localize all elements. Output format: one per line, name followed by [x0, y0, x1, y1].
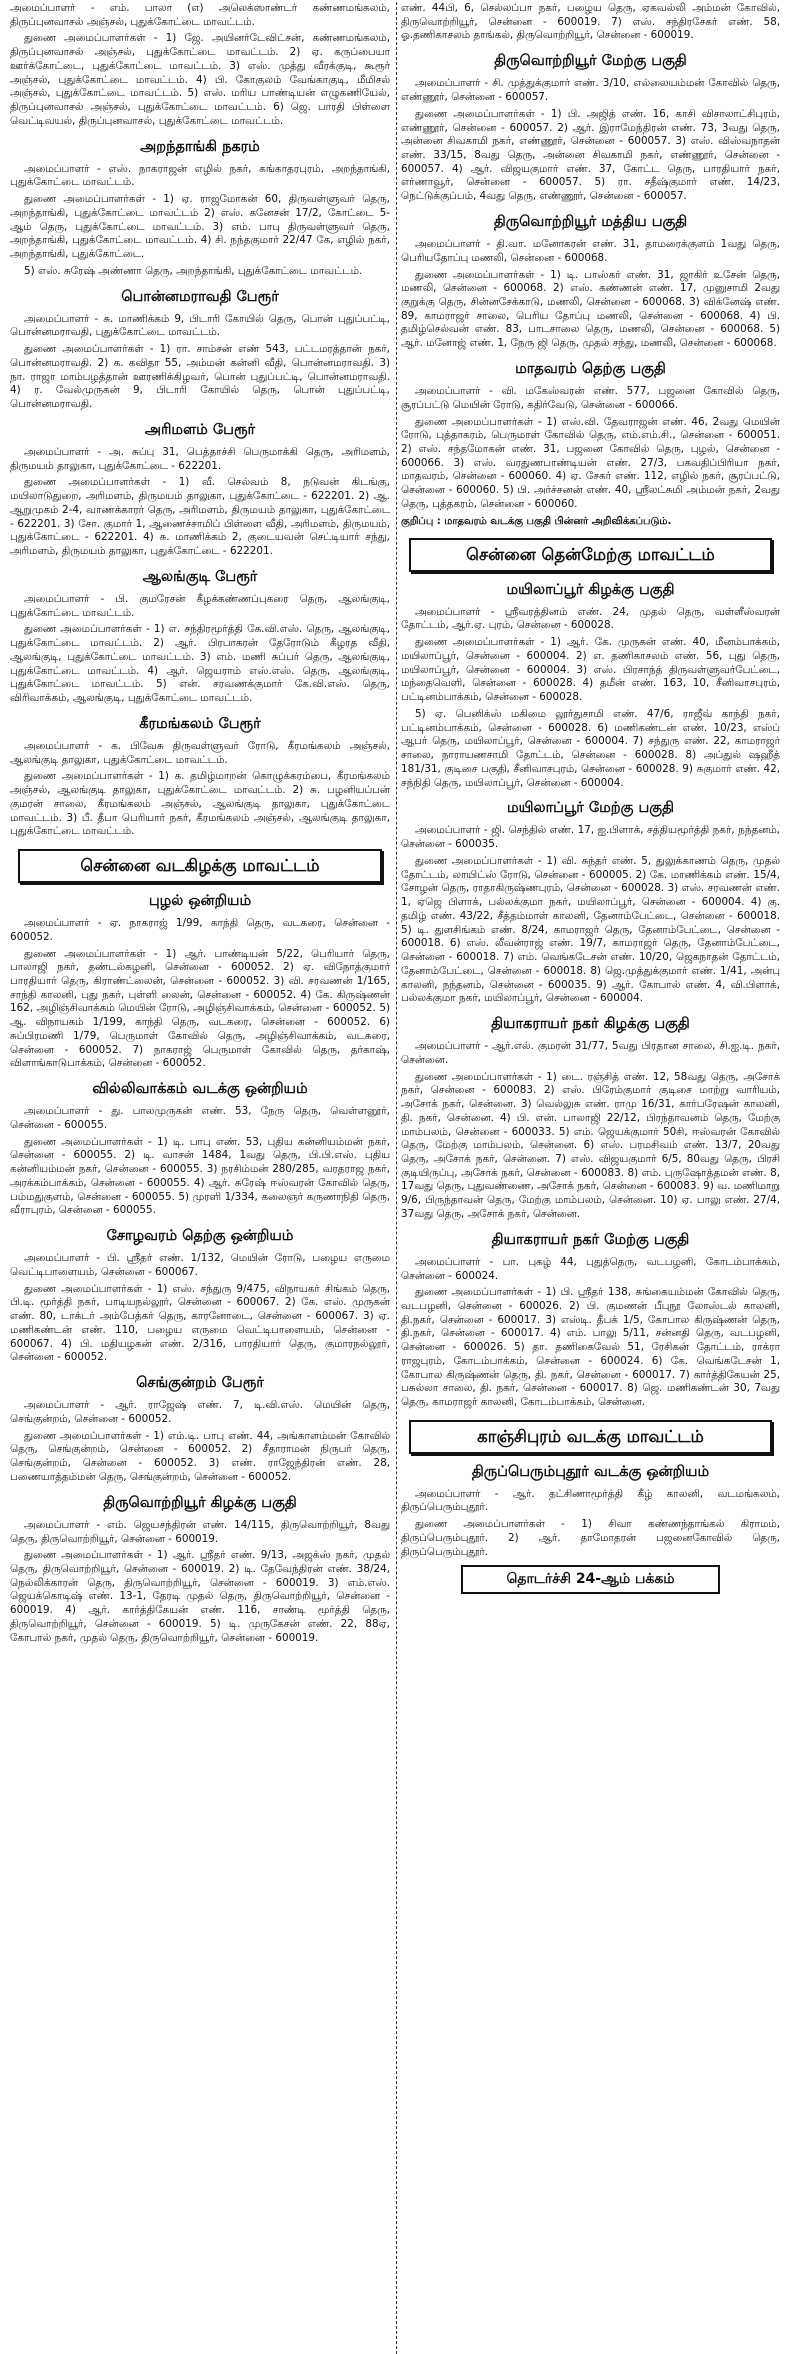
deputy-paragraph: துணை அமைப்பாளர்கள் - 1) டை. ரஞ்சித் எண். 12, 58வது தெரு, அசோக் நகர், சென்னை - 600083. 2) எஸ். பிரேம்குமார் குடிசை மாற்று வாரியம், அசோக் நகர், சென்னை. 3) வெல்லுசு எண். ராமு 16/31, கார்பரேஷன் காலனி, தி. நகர், சென்னை. 4) பி. என். பாலாஜி 22/12, பிரந்தாவனம் தெரு, மேற்கு மாம்பலம், சென்னை - 600033. 5) எம். ஜெயக்குமார் 50சி, ஈஸ்வரன் கோவில் தெரு, மேற்கு மாம்பலம், சென்னை. 6) எஸ். பரமசிவம் எண். 13/7, 20வது தெரு, அசோக் நகர், சென்னை. 7) எஸ். விஜயகுமார் 6/5, 80வது தெரு, பிரசி குடியிருப்பு, அசோக் நகர், சென்னை - 600083. 8) எம். புருஷோத்தமன் எண். 8, 17வது தெரு, புதுவண்ணை, அசோக் நகர், சென்னை - 600083. 9) வ. மணிமாறு 9/6, பிருந்தாவன் தெரு, மேற்கு மாம்பலம், சென்னை. 10) ஏ. பாலு எண். 27/4, 37வது தெரு, அசோக் நகர், சென்னை. — [401, 1070, 780, 1220]
section-title: திருப்பெரும்புதூர் வடக்கு ஒன்றியம் — [471, 1463, 710, 1480]
deputy-paragraph: துணை அமைப்பாளர்கள் - 1) பி. ஸ்ரீதர் 138, சுங்கையம்மன் கோவில் தெரு, வடபழனி, சென்னை - 600026. 2) பி. குமணன் பீபுநூ லோஸ்டல் காலனி, தி.நகர், சென்னை - 600017. 3) எஸ்டி. தீபக் 1/5, கோபால கிருஷ்ணன் தெரு, தி.நகர், சென்னை - 600017. 4) எம். பாலு 5/11, சன்னதி தெரு, வடபழனி, சென்னை - 600026. 5) தா. தணிகைவேல் 51, ரேசிகன் தோட்டம், ராக்ரா ராஜபுரம், கோடம்பாக்கம், சென்னை - 600024. 6) கே. வெங்கடேசன் 1, கோபால கிருஷ்ணன் தெரு, தி. நகர், சென்னை - 600017. 7) கார்த்திகேயன் 25, பசுல்லா சாலை, தி. நகர், சென்னை - 600017. 8) ஜெ. மணிகண்டன் 30, 7வது தெரு, காமராஜர் காலனி, கோடம்பாக்கம், சென்னை. — [401, 1286, 780, 1409]
section-title: தியாகராயர் நகர் கிழக்கு பகுதி — [491, 1015, 690, 1032]
deputy-paragraph: துணை அமைப்பாளர்கள் - 1) எ. சந்திரமூர்த்தி கே.வி.எஸ். தெரு, ஆலங்குடி, புதுக்கோட்டை மாவட்டம். 2) ஆர். பிரபாகரன் தேரோடும் கீழரத வீதி, ஆலங்குடி, புதுக்கோட்டை மாவட்டம். 3) எம். மணி சுப்பர் தெரு, ஆலங்குடி, புதுக்கோட்டை மாவட்டம். 4) ஆர். ஜெயராம் எஸ்.எஸ். தெரு, ஆலங்குடி, புதுக்கோட்டை மாவட்டம். 5) என். சரவணக்குமார் கே.வி.எஸ். தெரு, விரிவாக்கம், ஆலங்குடி, புதுக்கோட்டை மாவட்டம். — [10, 623, 390, 705]
section-title: மயிலாப்பூர் கிழக்கு பகுதி — [506, 581, 675, 598]
organizer-paragraph: அமைப்பாளர் - ஆர். ராஜேஷ் எண். 7, டி.வி.எஸ். மெயின் தெரு, செங்குன்றம், சென்னை - 600052. — [10, 1399, 390, 1425]
deputy-paragraph: துணை அமைப்பாளர்கள் - 1) பி. அஜித் எண். 16, காசி விசாலாட்சிபுரம், எண்ணூர், சென்னை - 600057. 2) ஆர். இராமேந்திரன் எண். 73, 3வது தெரு, அன்னை சிவகாமி நகர், எண்ணூர், சென்னை - 600057. 3) எஸ். விஸ்வநாதன் எண். 33/15, 8வது தெரு, அன்னை சிவகாமி நகர், எண்ணூர், சென்னை - 600057. 4) ஆர். விஜயகுமார் எண். 37, கோட்ட தெரு, பாரதியார் நகர், எர்ணாவூர், சென்னை - 600057. 5) ரா. சதீஷ்குமார் எண். 14/23, நெட்டுக்குப்பம், 4வது தெரு, எண்ணூர், சென்னை - 600057. — [401, 107, 780, 203]
deputy-paragraph: துணை அமைப்பாளர்கள் - 1) ஏ. ராஜமோகன் 60, திருவள்ளுவர் தெரு, அறந்தாங்கி, புதுக்கோட்டை மாவட்டம் 2) எஸ். கனேசன் 17/2, கோட்டை 5-ஆம் தெரு, புதுக்கோட்டை மாவட்டம். 3) எம். பாபு திருவள்ளுவர் தெரு, அறந்தாங்கி, புதுக்கோட்டை மாவட்டம். 4) சி. நந்தகுமார் 22/47 கே, எழில் நகர், அறந்தாங்கி, புதுக்கோட்டை. — [10, 193, 390, 261]
deputy-paragraph: துணை அமைப்பாளர்கள் - 1) வி. சுந்தர் எண். 5, துலுக்காணம் தெரு, முதல் தோட்டம், லாயிட்ஸ் ரோடு, சென்னை - 600005. 2) கே. மாணிக்கம் எண். 15/4, சோழன் தெரு, ராதாகிருஷ்ணபுரம், சென்னை - 600028. 3) எஸ். சரவணன் எண். 1, ஏஜெ பிளாக், பல்லக்குமா நகர், மயிலாப்பூர், சென்னை - 600004. 4) கு. தமிழ் எண். 43/22, சீத்தம்மாள் காலனி, தேனாம்பேட்டை, சென்னை - 600018. 5) டி. துளசிங்கம் எண். 8/24, காமராஜர் தெரு, தேனாம்பேட்டை, சென்னை - 600018. 6) எஸ். லீவன்ராஜ் எண். 19/7, காமராஜர் தெரு, தேனாம்பேட்டை, சென்னை - 600018. 7) எம். வெங்கடேசன் எண். 10/20, ஜெகநாதன் தோட்டம், தேனாம்பேட்டை, சென்னை - 600018. 8) ஜெ.முத்துக்குமார் எண். 1/41, அன்பு காலனி, நந்தனம், சென்னை - 600035. 9) ஆர். கோபால் எண். 4, வி.பிளாக், பல்லக்குமா நகர், மயிலாப்பூர், சென்னை - 600004. — [401, 854, 780, 1005]
deputy-paragraph: துணை அமைப்பாளர்கள் - 1) வீ. செல்வம் 8, நடுவன் கிடங்கு, மயிலாடுதுறை, அரிமளம், திருமயம் தாலுகா, புதுக்கோட்டை - 622201. 2) ஆ. ஆறுமுகம் 2-4, வாணக்காரர் தெரு, அரிமளம், திருமயம் தாலுகா, புதுக்கோட்டை - 622201. 3) சோ. குமார் 1, ஆணைச்சாமிப் பிள்ளை வீதி, அரிமளம், திருமயம், புதுக்கோட்டை - 622201. 4) சு. மாணிக்கம் 2, குடையவன் செட்டியார் சந்து, அரிமளம், திருமயம் தாலுகா, புதுக்கோட்டை - 622201. — [10, 476, 390, 558]
section-title: ஆலங்குடி பேரூர் — [142, 568, 258, 585]
organizer-paragraph: அமைப்பாளர் - சு. மாணிக்கம் 9, பிடாரி கோயில் தெரு, பொன் புதுப்பட்டி, பொன்னமராவதி, புதுக்கோட்டை மாவட்டம். — [10, 312, 390, 339]
deputy-paragraph: துணை அமைப்பாளர்கள் - 1) ரா. சாம்சன் எண் 543, பட்டமரத்தான் நகர், பொன்னமராவதி. 2) க. கவிதா 55, அம்மன் கன்னி வீதி, பொன்னமராவதி. 3) நா. ராஜா மாம்பழத்தான் ஊரணிக்கிழவர், பொன் புதுப்பட்டி, பொன்னமராவதி. 4) ர. வேல்முருகன் 9, பிடாரி கோயில் தெரு, பொன் புதுப்பட்டி, பொன்னமராவதி. — [10, 343, 390, 411]
deputy-paragraph: துணை அமைப்பாளர்கள் - 1) எஸ். சந்துரு 9/475, விநாயகர் சிங்கம் தெரு, பி.டி. மூர்த்தி நகர், பாடியநல்லூர், சென்னை - 600067. 2) கே. எஸ். முருகன் எண். 80, டாக்டர் அம்பேத்கர் தெரு, காரனோடை, சென்னை - 600067. 3) ஏ. மணிகண்டன் எண். 110, பழைய எருமை வெட்டிபாளையம், சென்னை - 600067. 4) பி. மதியழகன் எண். 2/316, பாரதியார் தெரு, குமாரநல்லூர், சென்னை - 600052. — [10, 1282, 390, 1364]
deputy-paragraph: துணை அமைப்பாளர்கள் - 1) எஸ்.வி. தேவராஜன் எண். 46, 2வது மெயின் ரோடு, புத்தாகரம், பெருமாள் கோவில் தெரு, எம்.எம்.சி., சென்னை - 600051. 2) எஸ். சந்தமோகன் எண். 31, பஜனை கோவில் தெரு, புழல், சென்னை - 600066. 3) எஸ். வரதுணபாண்டியன் எண். 27/3, பகவதிப்பிரியா நகர், மாதவரம், சென்னை - 600060. 4) ஏ. சேகர் எண். 112, எழில் நகர், சூரப்பட்டு, சென்னை - 600060. 5) பி. அர்ச்சனன் எண். 40, ஸ்ரீலட்சுமி அம்மன் நகர், 2வது தெரு, புத்தகரம், சென்னை - 600060. — [401, 415, 781, 510]
district-heading: காஞ்சிபுரம் வடக்கு மாவட்டம் — [409, 1420, 772, 1454]
deputy-paragraph: துணை அமைப்பாளர்கள் - 1) டி. பாஸ்கர் எண். 31, ஜாகிர் உசேன் தெரு, மணலி, சென்னை - 600068. 2) எஸ். கண்ணன் எண். 17, முனுசாமி 2வது குறுக்கு தெரு, சின்னசேக்காடு, மணலி, சென்னை - 600068. 3) விக்னேஷ் எண். 89, காமராஜர் சாலை, பெரிய தோப்பு மணலி, சென்னை - 600068. 4) பி. தமிழ்செல்வன் எண். 83, பாடசாலை தெரு, மணலி, சென்னை - 600068. 5) ஆர். மனோஜ் எண். 1, நேரு ஜி தெரு, முதல் சந்து, மணலி, சென்னை - 600068. — [401, 268, 780, 350]
organizer-paragraph: அமைப்பாளர் - து. பாலமுருகன் எண். 53, நேரு தெரு, வெள்ளனூர், சென்னை - 600055. — [10, 1105, 390, 1131]
section-title: பொன்னமராவதி பேரூர் — [121, 288, 279, 305]
section-title: சோழவரம் தெற்கு ஒன்றியம் — [106, 1228, 294, 1245]
organizer-paragraph: அமைப்பாளர் - ஆர்.எல். குமரன் 31/77, 5வது பிரதான சாலை, சி.ஐ.டி. நகர், சென்னை. — [401, 1040, 780, 1066]
deputy-paragraph: 5) ஏ. பெனிக்ஸ் மகிமை லூர்துசாமி எண். 47/6, ராஜீவ் காந்தி நகர், பட்டினம்பாக்கம், சென்னை - 600028. 6) மணிகண்டன் எண். 10/23, எஸ்ப் ஆபர் தெரு, மயிலாப்பூர், சென்னை - 600004. 7) சந்துரு எண். 22, காமராஜர் சாலை, நாராயணசாமி தோட்டம், சென்னை - 600028. 8) அப்துல் ஷஹீத் 181/31, குடிசை பகுதி, சீனிவாசபுரம், சென்னை - 600028. 9) சுகுமார் எண். 42, சந்நிதி தெரு, மயிலாப்பூர், சென்னை - 600004. — [401, 707, 780, 789]
note-text: குறிப்பு : மாதவரம் வடக்கு பகுதி பின்னர் அறிவிக்கப்படும். — [401, 515, 672, 527]
deputy-paragraph: 5) எஸ். சுரேஷ் அண்ணா தெரு, அறந்தாங்கி, புதுக்கோட்டை மாவட்டம். — [24, 264, 363, 277]
section-title: அறந்தாங்கி நகரம் — [140, 138, 260, 155]
organizer-paragraph: அமைப்பாளர் - வி. மகேஸ்வரன் எண். 577, பஜனை கோவில் தெரு, சூரப்பட்டு மெயின் ரோடு, கதிர்வேடு, சென்னை - 600066. — [401, 385, 780, 411]
deputy-paragraph: துணை அமைப்பாளர்கள் - 1) டி. பாபு எண். 53, புதிய கன்னியம்மன் நகர், சென்னை - 600055. 2) டி. வாசன் 1484, 1வது தெரு, பி.பி.எஸ். புதிய கன்னியம்மன் நகர், சென்னை - 600055. 3) நரசிம்மன் 280/285, வரதராஜ நகர், அரக்கம்பாக்கம், சென்னை - 600055. 4) ஆர். சுரேஷ் ஈஸ்வரன் கோவில் தெரு, பம்மதுகுளம், சென்னை - 600055. 5) முரளி 1/334, கலைஞர் கருணாநிதி தெரு, வீராபுரம், சென்னை - 600055. — [10, 1135, 390, 1217]
section-title: வில்லிவாக்கம் வடக்கு ஒன்றியம் — [92, 1081, 308, 1098]
deputy-paragraph: துணை அமைப்பாளர்கள் - 1) சிவா கண்ணந்தாங்கல் கிராமம், திருப்பெரும்புதூர். 2) ஆர். தாமோதரன் பஜனைகோவில் தெரு, திருப்பெரும்புதூர். — [401, 1518, 780, 1558]
organizer-paragraph: அமைப்பாளர் - தி.வா. மனோகரன் எண். 31, தாமரைக்குளம் 1வது தெரு, பெரியதோப்பு மணலி, சென்னை - 600068. — [401, 238, 780, 264]
organizer-paragraph: அமைப்பாளர் - ஏ. நாகராஜ் 1/99, காந்தி தெரு, வடகரை, சென்னை - 600052. — [10, 917, 390, 943]
intro-paragraph: எண். 44பி, 6, செல்லப்பா நகர், பழைய தெரு, ஏகவல்லி அம்மன் கோவில், திருவொற்றியூர், சென்னை - 600019. 7) எஸ். சந்திரசேகர் எண். 58, ஓ.தணிகாசலம் தாங்கல், திருவொற்றியூர், சென்னை - 600019. — [401, 2, 780, 42]
organizer-paragraph: அமைப்பாளர் - எஸ். நாகராஜன் எழில் நகர், கங்காதரபுரம், அறந்தாங்கி, புதுக்கோட்டை மாவட்டம். — [10, 162, 390, 189]
district-heading: சென்னை வடகிழக்கு மாவட்டம் — [18, 849, 382, 883]
section-title: திருவொற்றியூர் மேற்கு பகுதி — [494, 53, 687, 70]
deputy-paragraph: துணை அமைப்பாளர்கள் - 1) ஆர். கே. முருகன் எண். 40, மீனம்பாக்கம், மயிலாப்பூர், சென்னை - 600004. 2) எ. தணிகாசலம் எண். 56, புது தெரு, மயிலாப்பூர், சென்னை - 600004. 3) எஸ். பிரசாந்த் திருவள்ளுவர்பேட்டை, மந்தைவெளி, சென்னை - 600028. 4) தமீன் எண். 163, 10, சீனிவாசபுரம், பட்டினம்பாக்கம், சென்னை - 600028. — [401, 636, 780, 704]
organizer-paragraph: அமைப்பாளர் - சி. முத்துக்குமார் எண். 3/10, எல்லையம்மன் கோவில் தெரு, எண்ணூர், சென்னை - 600057. — [401, 77, 780, 104]
organizer-paragraph: அமைப்பாளர் - எம். ஜெயசந்திரன் எண். 14/115, திருவொற்றியூர், 8வது தெரு, திருவொற்றியூர், சென்னை - 600019. — [10, 1518, 390, 1545]
deputy-paragraph: துணை அமைப்பாளர்கள் - 1) எம்.டி. பாபு எண். 44, அங்காளம்மன் கோவில் தெரு, செங்குன்றம், சென்னை - 600052. 2) சீதாராமன் நிருபர் தெரு, செங்குன்றம், சென்னை - 600052. 3) எண். ராஜேந்திரன் எண். 28, பணையாத்தம்மன் தெரு, செங்குன்றம், சென்னை - 600052. — [10, 1429, 390, 1483]
section-title: திருவொற்றியூர் மத்திய பகுதி — [493, 213, 688, 230]
organizer-paragraph: அமைப்பாளர் - அ. சுப்பு 31, பெத்தாச்சி பெருமாக்கி தெரு, அரிமளம், திருமயம் தாலுகா, புதுக்கோட்டை - 622201. — [10, 446, 390, 472]
section-title: மாதவரம் தெற்கு பகுதி — [515, 360, 666, 377]
deputy-paragraph: துணை அமைப்பாளர்கள் - 1) க. தமிழ்மாறன் கொழுக்கரம்பை, கீரமங்கலம் அஞ்சல், ஆலங்குடி தாலுகா, புதுக்கோட்டை மாவட்டம். 2) சு. பழனியப்பன் குமரன் சாலை, கீரமங்கலம் அஞ்சல், ஆலங்குடி தாலுகா, புதுக்கோட்டை மாவட்டம். 3) பீ. தீபா பெரியார் நகர், கீரமங்கலம் அஞ்சல், ஆலங்குடி தாலுகா, புதுக்கோட்டை மாவட்டம். — [10, 770, 390, 838]
organizer-paragraph: அமைப்பாளர் - பா. புகழ் 44, புதுத்தெரு, வடபழனி, கோடம்பாக்கம், சென்னை - 600024. — [401, 1255, 780, 1282]
organizer-paragraph: அமைப்பாளர் - க. பிவேசு திருவள்ளுவர் ரோடு, கீரமங்கலம் அஞ்சல், ஆலங்குடி தாலுகா, புதுக்கோட்டை மாவட்டம். — [10, 740, 390, 766]
district-heading: சென்னை தென்மேற்கு மாவட்டம் — [409, 538, 772, 572]
intro-paragraph: துணை அமைப்பாளர்கள் - 1) ஜே. அயினர்டேவிட்சன், கண்ணமங்கலம், திருப்புனவாசல் அஞ்சல், புதுக்கோட்டை மாவட்டம். 2) ஏ. கருப்பையா ஊர்க்கோட்டை, புதுக்கோட்டை மாவட்டம். 3) எஸ். முத்து வீரக்குடி, கூரூர் அஞ்சல், புதுக்கோட்டை மாவட்டம். 4) பி. கோகுலம் வேங்காகுடி, மீமிசல் அஞ்சல், புதுக்கோட்டை மாவட்டம். 5) எஸ். மரிய பாண்டியன் எழுகணியேல், திருப்புனவாசல் அஞ்சல், புதுக்கோட்டை மாவட்டம். 6) ஜெ. பாரதி பிள்ளை வெட்டிவயல், திருப்புனவாசல், புதுக்கோட்டை மாவட்டம். — [10, 32, 390, 127]
section-title: திருவொற்றியூர் கிழக்கு பகுதி — [103, 1494, 297, 1511]
section-title: அரிமளம் பேரூர் — [144, 421, 256, 438]
left-column — [6, 2, 396, 2354]
section-title: செங்குன்றம் பேரூர் — [136, 1375, 264, 1392]
organizer-paragraph: அமைப்பாளர் - ஆர். தட்சிணாமூர்த்தி கீழ் காலனி, வடமங்கலம், திருப்பெரும்புதூர். — [401, 1487, 780, 1514]
section-title: புழல் ஒன்றியம் — [148, 892, 252, 909]
organizer-paragraph: அமைப்பாளர் - ஜி. செந்தில் எண். 17, ஐ.பிளாக், சத்தியமூர்த்தி நகர், நந்தனம், சென்னை - 600035. — [401, 824, 780, 851]
deputy-paragraph: துணை அமைப்பாளர்கள் - 1) ஆர். ஸ்ரீதர் எண். 9/13, அஜக்ஸ் நகர், முதல் தெரு, திருவொற்றியூர், சென்னை - 600019. 2) டி. தேவேந்திரன் எண். 38/24, நெல்லிக்காரன் தெரு, திருவொற்றியூர், சென்னை - 600019. 3) எம்.எஸ். ஜெயக்கொடிஷ் எண். 13-1, தேரடி முதல் தெரு, திருவொற்றியூர், சென்னை - 600019. 4) ஆர். கார்த்திகேயன் எண். 116, சாண்டி மூர்த்தி தெரு, திருவொற்றியூர், சென்னை - 600019. 5) டி. முருகேசன் எண். 22, 88ஏ, கோபால் நகர், முதல் தெரு, திருவொற்றியூர், சென்னை - 600019. — [10, 1549, 390, 1644]
section-title: மயிலாப்பூர் மேற்கு பகுதி — [507, 800, 674, 817]
organizer-paragraph: அமைப்பாளர் - ஸ்ரீவரத்தினம் எண். 24, முதல் தெரு, வள்ளீஸ்வரன் தோட்டம், ஆர்.ஏ. புரம், சென்னை - 600028. — [401, 605, 780, 632]
intro-paragraph: அமைப்பாளர் - எம். பாலா (எ) அலெக்ஸாண்டர் கண்ணமங்கலம், திருப்புனவாசல் அஞ்சல், புதுக்கோட்டை மாவட்டம். — [10, 2, 390, 28]
section-title: தியாகராயர் நகர் மேற்கு பகுதி — [491, 1231, 690, 1248]
right-column — [396, 2, 786, 2354]
deputy-paragraph: துணை அமைப்பாளர்கள் - 1) ஆர். பாண்டியன் 5/22, பெரியார் தெரு, பாலாஜி நகர், தண்டல்கழனி, சென்னை - 600052. 2) ஏ. விநோத்குமார் பாரதியார் தெரு, கிராண்ட்லைன், சென்னை - 600052. 3) வி. சரவணன் 1/165, சாந்தி காலனி, புது நகர், புள்ளி லைன், சென்னை - 600052. 4) கே. கிருஷ்ணன் 162, அழிஞ்சிவாக்கம் மெயின் ரோடு, அழிஞ்சிவாக்கம், சென்னை - 600052. 5) ஆ. விநாயகம் 1/199, காந்தி தெரு, வடகரை, சென்னை - 600052. 6) சுப்பிரமணி 1/79, பெருமாள் கோவில் தெரு, அழிஞ்சிவாக்கம், வடகரை, சென்னை - 600052. 7) நாகராஜ் பெருமாள் கோவில் தெரு, தர்காஷ், விளாங்காடுபாக்கம், சென்னை - 600052. — [10, 947, 390, 1070]
organizer-paragraph: அமைப்பாளர் - பி. குமரேசன் கீழக்கண்ணப்புகரை தெரு, ஆலங்குடி, புதுக்கோட்டை மாவட்டம். — [10, 593, 390, 619]
organizer-paragraph: அமைப்பாளர் - பி. ஸ்ரீதர் எண். 1/132, மெயின் ரோடு, பழைய எருமை வெட்டிபாளையம், சென்னை - 600067. — [10, 1252, 390, 1278]
continued-box: தொடர்ச்சி 24-ஆம் பக்கம் — [461, 1565, 720, 1593]
section-title: கீரமங்கலம் பேரூர் — [139, 715, 261, 732]
